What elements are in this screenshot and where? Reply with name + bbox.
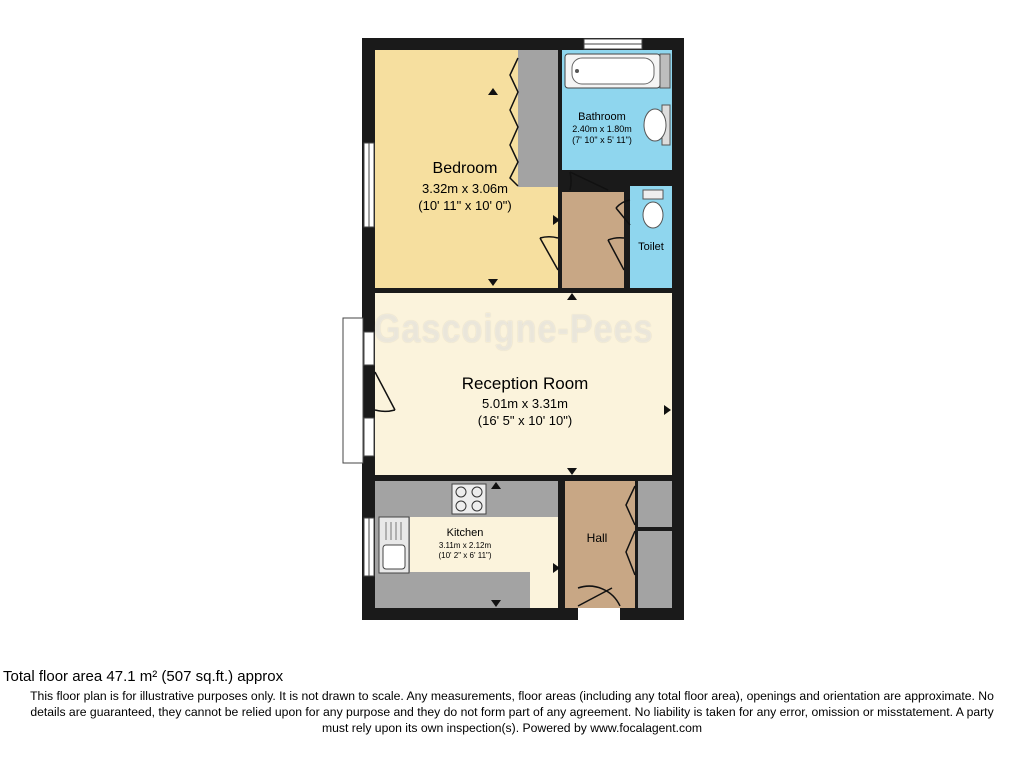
wall-kitchen-hall [558, 481, 565, 608]
bathroom-dim-ft: (7' 10" x 5' 11") [572, 135, 632, 145]
disclaimer-line: must rely upon its own inspection(s). Powered by www.focalagent.com [321, 721, 702, 735]
disclaimer [0, 688, 1024, 736]
bath-tap [575, 69, 579, 73]
window-bedroom [364, 143, 374, 227]
window-kitchen [364, 518, 374, 576]
window-bathroom [584, 39, 642, 49]
total-floor-area: Total floor area 47.1 m² (507 sq.ft.) approx [3, 668, 284, 685]
bath-inner [572, 58, 654, 84]
bedroom-label: Bedroom [432, 160, 498, 177]
toilet-label: Toilet [638, 241, 664, 253]
disclaimer-line: This floor plan is for illustrative purposes only. It is not drawn to scale. Any measurements, floor areas (including any total floor area), openings and orientation are approximate. No [30, 689, 994, 703]
reception-dim-ft: (16' 5" x 10' 10") [477, 413, 573, 428]
bedroom-dim-ft: (10' 11" x 10' 0") [418, 198, 512, 213]
reception-dim-m: 5.01m x 3.31m [482, 396, 568, 411]
landing-floor [562, 192, 624, 288]
bath-panel [660, 54, 670, 88]
hall-cupboard-gap [638, 527, 672, 531]
hall-label: Hall [586, 531, 608, 545]
kitchen-counter-bottom [375, 572, 530, 608]
bathroom-label: Bathroom [578, 111, 626, 123]
toilet-floor [630, 186, 672, 288]
basin-bowl [644, 109, 666, 141]
wall-bed-landing [558, 186, 562, 288]
sink-bowl [383, 545, 405, 569]
disclaimer-line: details are guaranteed, they cannot be relied upon for any purpose and they do not form part of any agreement. No liability is taken for any error, omission or misstatement. A party [30, 705, 994, 719]
agent-watermark [335, 280, 692, 378]
wc-bowl [643, 202, 663, 228]
wall-hall-cupboard [635, 481, 638, 608]
toilet-wall [624, 172, 672, 186]
bathroom-dim-m: 2.40m x 1.80m [572, 124, 632, 134]
wc-cistern [643, 190, 663, 199]
kitchen-dim-ft: (10' 2" x 6' 11") [438, 551, 492, 560]
kitchen-dim-m: 3.11m x 2.12m [438, 541, 492, 550]
bedroom-dim-m: 3.32m x 3.06m [422, 181, 508, 196]
wall-reception-bottom [375, 475, 672, 481]
hall-cupboard [638, 481, 672, 608]
entrance-opening [578, 608, 620, 620]
reception-label: Reception Room [461, 374, 589, 393]
watermark-text: Gascoigne-Pees [373, 306, 654, 351]
kitchen-label: Kitchen [446, 527, 484, 539]
